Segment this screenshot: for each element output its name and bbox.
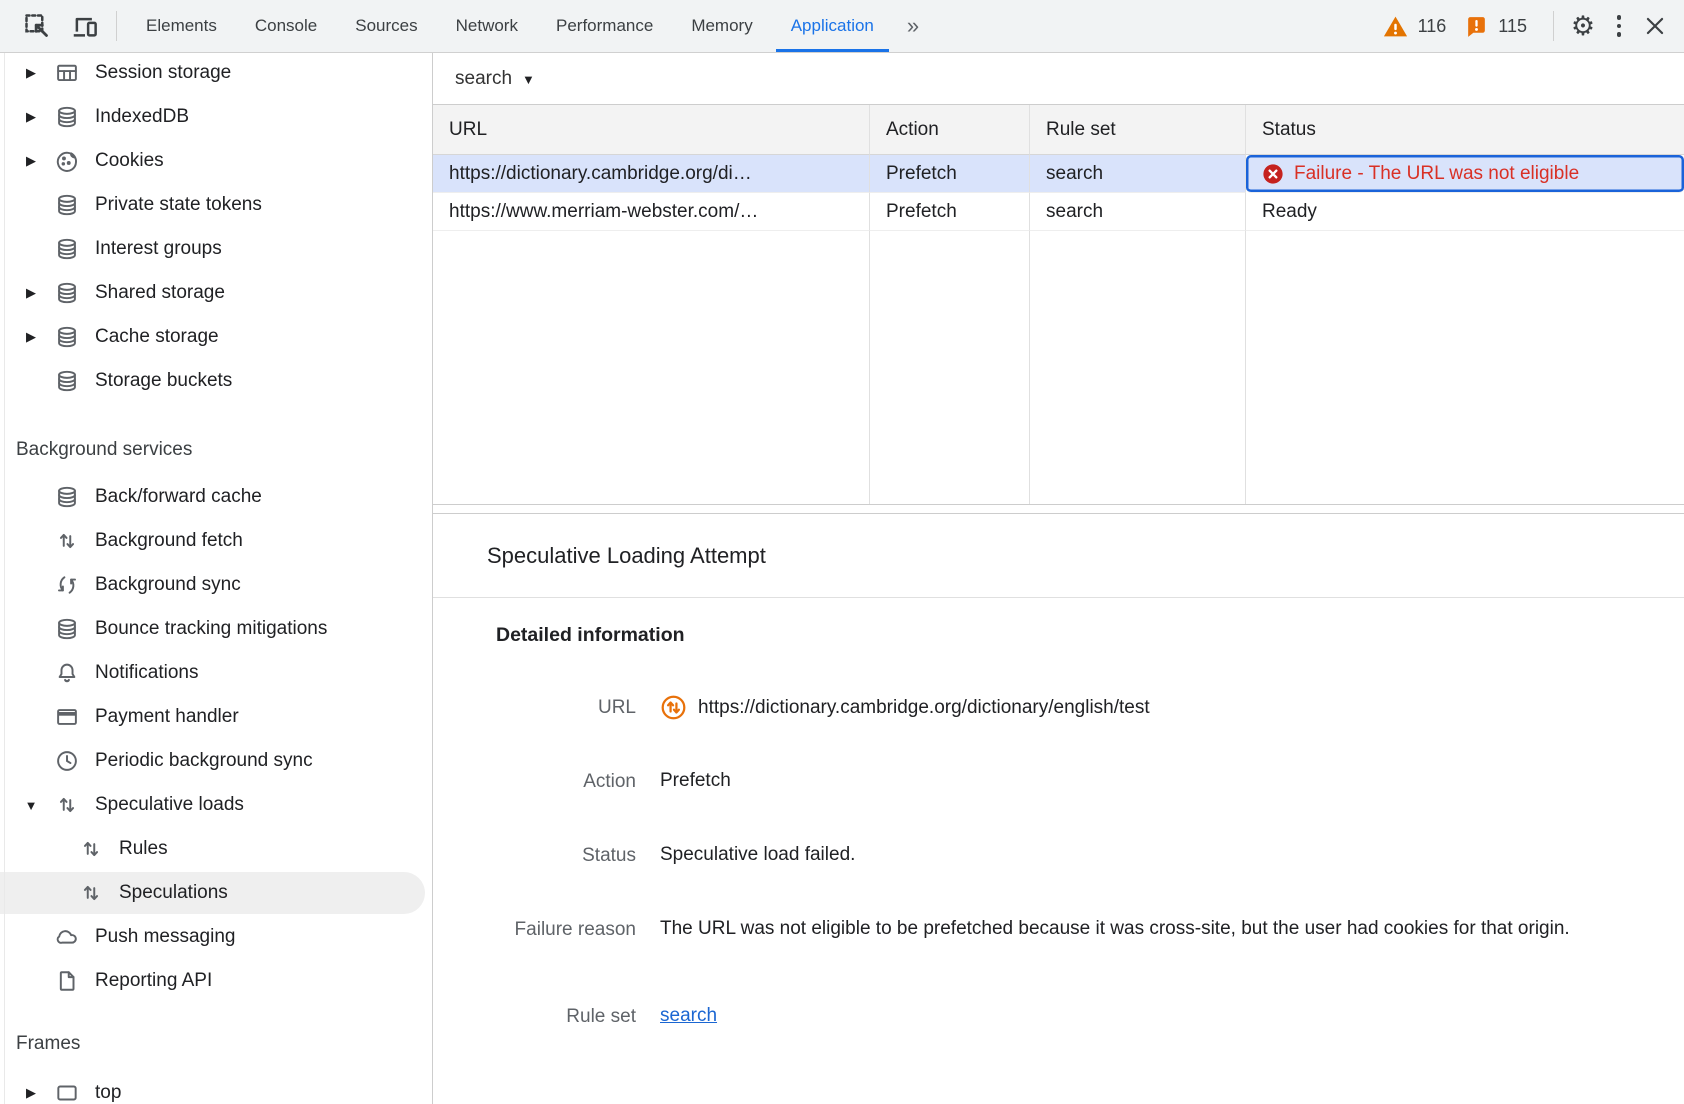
sidebar-item-label: Interest groups [95,238,222,259]
tabbar-left-icons [0,0,100,52]
sidebar-item-background-sync[interactable] [0,563,432,607]
more-tabs-icon[interactable]: » [906,13,920,38]
sidebar-item-label: Push messaging [95,926,236,947]
sidebar-item-top[interactable] [0,1071,432,1104]
detail-value-status: Speculative load failed. [660,844,856,865]
detail-row-failure_reason [496,916,1644,956]
sidebar-item-label: Bounce tracking mitigations [95,618,328,639]
database-icon [54,324,80,350]
clock-icon [54,748,80,774]
table-empty-area [433,231,870,504]
sidebar-item-private-state-tokens[interactable] [0,183,432,227]
sidebar-section [0,53,432,403]
speculations-panel [433,53,1684,1104]
inspect-element-icon[interactable] [22,11,52,41]
database-icon [54,236,80,262]
sidebar-item-storage-buckets[interactable] [0,359,432,403]
database-icon [54,616,80,642]
tabbar-divider [1553,11,1554,41]
device-toolbar-icon[interactable] [70,11,100,41]
sidebar-item-label: top [95,1082,122,1103]
payment-icon [54,704,80,730]
detail-value-rule_set [660,1003,1644,1029]
failure-icon [1262,163,1284,185]
sidebar-item-label: Notifications [95,662,199,683]
tab-network[interactable]: Network [455,16,518,35]
updown-icon [54,792,80,818]
speculation-details-pane [433,513,1684,1104]
detail-rows [496,694,1644,1030]
detail-label-url: URL [597,697,636,718]
table-row-2-cell-rule-set[interactable]: search [1030,193,1246,231]
updown-icon [78,880,104,906]
sidebar-item-label: Payment handler [95,706,239,727]
database-icon [54,280,80,306]
detail-row-status [496,842,1644,869]
detail-label-status: Status [582,845,636,866]
warning-count-label: 116 [1417,15,1447,36]
tab-elements[interactable]: Elements [146,16,217,35]
table-empty-area [870,231,1030,504]
settings-gear-icon[interactable]: ⚙ [1570,10,1596,41]
document-icon [54,968,80,994]
sidebar-item-label: IndexedDB [95,106,190,127]
sidebar-item-payment-handler[interactable] [0,695,432,739]
tab-application[interactable]: Application [776,0,889,52]
table-empty-area [1030,231,1246,504]
ruleset-filter-dropdown[interactable] [455,68,535,90]
sidebar-item-speculations[interactable] [0,871,432,915]
sidebar-item-reporting-api[interactable] [0,959,432,1003]
sidebar-item-label: Shared storage [95,282,225,303]
detail-value-failure_reason: The URL was not eligible to be prefetched because it was cross-site, but the user had cookies for that origin. [660,918,1570,939]
detail-label-failure_reason: Failure reason [514,919,636,940]
sidebar-item-background-fetch[interactable] [0,519,432,563]
sidebar-item-rules[interactable] [0,827,432,871]
detailed-information-heading: Detailed information [496,624,685,646]
sidebar-item-label: Cookies [95,150,164,171]
warnings-count[interactable] [1382,13,1447,40]
issues-count[interactable] [1464,14,1527,39]
sidebar-item-label: Storage buckets [95,370,233,391]
status-failure-text: Failure - The URL was not eligible [1294,162,1580,184]
detail-url-text: https://dictionary.cambridge.org/dictionary/english/test [698,696,1150,718]
sidebar-item-shared-storage[interactable] [0,271,432,315]
cookie-icon [54,148,80,174]
table-row-2-cell-action[interactable]: Prefetch [870,193,1030,231]
detail-value-url [660,694,1644,721]
sidebar-item-bounce-tracking-mitigations[interactable] [0,607,432,651]
tree-collapse-arrow[interactable]: ▼ [24,797,38,813]
detail-label-action: Action [583,771,636,792]
details-title: Speculative Loading Attempt [487,542,766,568]
tab-memory[interactable]: Memory [691,16,753,35]
detail-value-action: Prefetch [660,770,731,791]
speculations-table [433,105,1684,505]
close-icon[interactable] [1640,11,1670,41]
sidebar-item-label: Reporting API [95,970,213,991]
database-icon [54,104,80,130]
tab-performance[interactable]: Performance [555,16,654,35]
sidebar-item-back-forward-cache[interactable] [0,475,432,519]
speculative-url-icon [660,694,687,721]
sidebar-item-label: Session storage [95,62,232,83]
application-sidebar [0,53,433,1104]
sidebar-item-periodic-background-sync[interactable] [0,739,432,783]
database-icon [54,192,80,218]
table-row-1-cell-action[interactable]: Prefetch [870,155,1030,193]
sidebar-section-header: Frames [16,1033,81,1054]
panel-left-edge [4,53,5,1104]
issues-count-label: 115 [1498,15,1527,36]
detail-row-url [496,694,1644,721]
sidebar-item-label: Back/forward cache [95,486,262,507]
tree-expand-arrow[interactable]: ▶ [26,65,36,80]
sidebar-item-label: Rules [119,838,168,859]
database-icon [54,368,80,394]
sidebar-item-cookies[interactable] [0,139,432,183]
speculations-toolbar [433,53,1684,105]
sidebar-item-label: Speculations [119,882,228,903]
sidebar-item-notifications[interactable] [0,651,432,695]
chevron-down-icon: ▼ [522,72,535,87]
sidebar-item-label: Background fetch [95,530,243,551]
sidebar-item-indexeddb[interactable] [0,95,432,139]
table-icon [54,60,80,86]
pane-splitter[interactable] [433,505,1684,513]
detail-row-rule_set [496,1003,1644,1030]
sidebar-section [0,435,432,1003]
column-header-url[interactable]: URL [433,105,870,155]
cloud-icon [54,924,80,950]
sidebar-section-header: Background services [16,439,193,460]
issues-icon [1464,14,1489,39]
table-row-1-cell-rule-set[interactable]: search [1030,155,1246,193]
sidebar-item-label: Background sync [95,574,241,595]
sidebar-item-speculative-loads[interactable] [0,783,432,827]
sidebar-section [0,1029,432,1104]
updown-icon [78,836,104,862]
warning-icon [1382,13,1409,40]
sidebar-item-cache-storage[interactable] [0,315,432,359]
column-header-rule-set[interactable]: Rule set [1030,105,1246,155]
sidebar-item-push-messaging[interactable] [0,915,432,959]
detail-label-rule_set: Rule set [566,1006,636,1027]
database-icon [54,484,80,510]
sidebar-item-label: Speculative loads [95,794,244,815]
tree-expand-arrow[interactable]: ▶ [26,153,36,168]
table-row-1-cell-status[interactable] [1246,155,1684,193]
rule-set-link[interactable]: search [660,1005,718,1026]
table-row-2-cell-url[interactable]: https://www.merriam-webster.com/… [433,193,870,231]
sidebar-item-label: Private state tokens [95,194,262,215]
devtools-tabbar [0,0,1684,53]
table-empty-area [1246,231,1684,504]
sidebar-item-label: Periodic background sync [95,750,313,771]
sidebar-item-session-storage[interactable] [0,53,432,95]
tree-expand-arrow[interactable]: ▶ [26,285,36,300]
updown-icon [54,528,80,554]
bell-icon [54,660,80,686]
sidebar-item-interest-groups[interactable] [0,227,432,271]
table-row-2-cell-status[interactable]: Ready [1246,193,1684,231]
column-header-action[interactable]: Action [870,105,1030,155]
detail-row-action [496,768,1644,795]
tree-expand-arrow[interactable]: ▶ [26,109,36,124]
tree-expand-arrow[interactable]: ▶ [26,329,36,344]
ruleset-filter-label: search [455,67,513,89]
tree-expand-arrow[interactable]: ▶ [26,1085,36,1100]
tab-sources[interactable]: Sources [355,16,418,35]
panel-tabs [127,0,933,52]
tabbar-divider [116,11,117,41]
column-header-status[interactable]: Status [1246,105,1684,155]
kebab-menu-icon[interactable] [1604,11,1634,41]
table-row-1-cell-url[interactable]: https://dictionary.cambridge.org/di… [433,155,870,193]
sync-icon [54,572,80,598]
tabbar-status-counts [1382,0,1568,52]
tabbar-right-controls [1568,0,1684,52]
tab-console[interactable]: Console [254,16,318,35]
detailed-information-section [433,598,1684,1030]
frame-icon [54,1080,80,1104]
sidebar-item-label: Cache storage [95,326,219,347]
details-header [433,514,1684,598]
